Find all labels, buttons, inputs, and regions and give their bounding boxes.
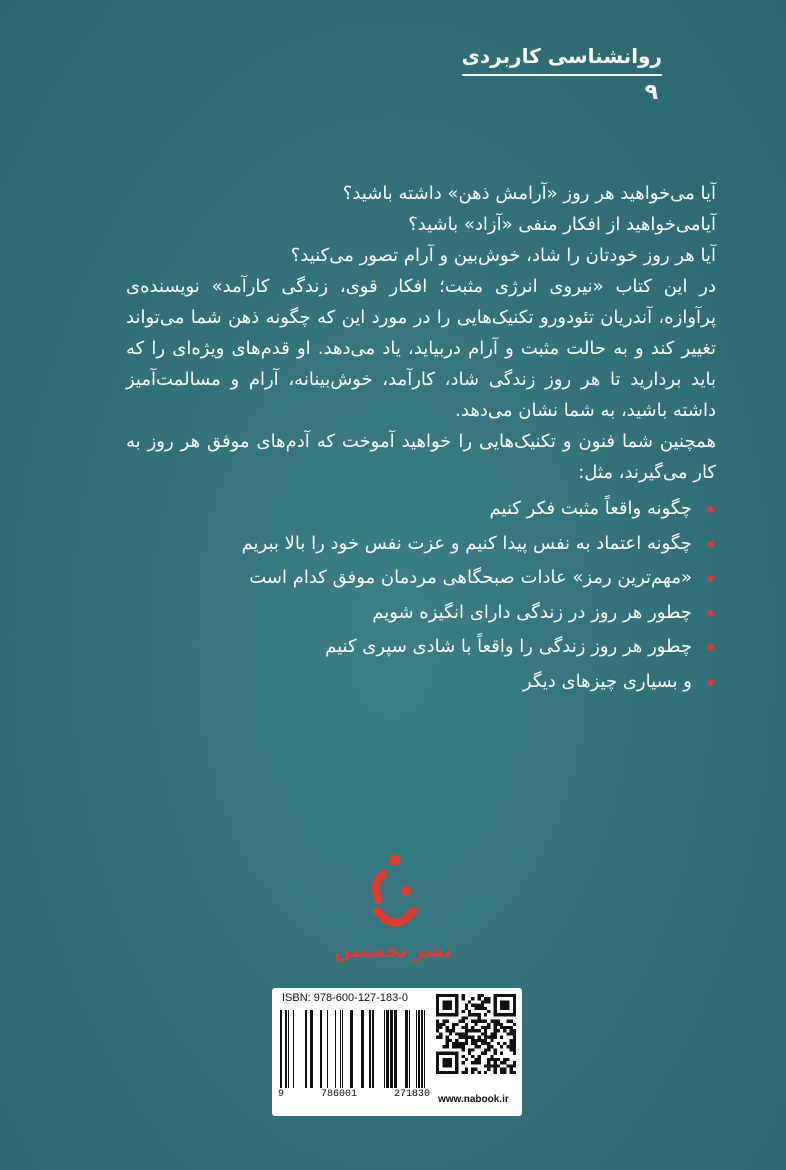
qr-module [468,1029,471,1032]
qr-module [468,1036,471,1039]
question-line: آیا می‌خواهید هر روز «آرامش ذهن» داشته باشید؟ [342,183,716,204]
qr-module [484,1048,487,1051]
qr-module [446,1020,449,1023]
qr-module [462,1032,465,1035]
qr-module [506,1020,509,1023]
bullet-icon [707,506,714,513]
qr-module [490,1032,493,1035]
question-line: آیا هر روز خودتان را شاد، خوش‌بین و آرام تصور می‌کنید؟ [290,245,716,266]
barcode-bar [288,1010,289,1088]
barcode-bar [421,1010,423,1088]
qr-module [513,1039,516,1042]
qr-module [465,1071,468,1074]
qr-module [471,1004,474,1007]
qr-module [474,1013,477,1016]
qr-module [449,1032,452,1035]
qr-module [510,1071,513,1074]
qr-module [487,1058,490,1061]
qr-module [439,1036,442,1039]
qr-module [487,1023,490,1026]
qr-module [478,1004,481,1007]
qr-module [494,1048,497,1051]
list-item-text: و بسیاری چیزهای دیگر [522,670,692,692]
barcode-bars [278,1010,430,1088]
qr-code-icon [436,994,516,1074]
qr-module [474,1023,477,1026]
barcode-digit-lead: 9 [278,1089,285,1100]
qr-module [465,1026,468,1029]
qr-module [455,1039,458,1042]
qr-module [436,1023,439,1026]
qr-module [510,1045,513,1048]
qr-module [478,1016,481,1019]
bullet-icon [707,541,714,548]
qr-module [478,1029,481,1032]
qr-module [484,1013,487,1016]
qr-module [471,1036,474,1039]
qr-module [510,1026,513,1029]
qr-module [494,1032,497,1035]
qr-module [455,1032,458,1035]
qr-module [513,1045,516,1048]
qr-module [468,1000,471,1003]
qr-module [503,1071,506,1074]
list-item-text: چطور هر روز در زندگی دارای انگیزه شویم [372,601,692,623]
qr-module [462,1061,465,1064]
qr-module [490,1045,493,1048]
qr-module [452,1026,455,1029]
qr-module [497,1064,500,1067]
qr-module [462,1026,465,1029]
barcode-bar [285,1010,287,1088]
qr-module [500,1036,503,1039]
qr-module [484,1052,487,1055]
qr-module [500,1061,503,1064]
barcode-bar [390,1010,393,1088]
qr-module [500,1045,503,1048]
qr-module [462,1048,465,1051]
qr-module [462,997,465,1000]
qr-module [442,1020,445,1023]
barcode-label [272,988,522,1116]
barcode-bar [394,1010,397,1088]
qr-module [442,1045,445,1048]
qr-module [503,1058,506,1061]
qr-module [462,1045,465,1048]
qr-module [465,1032,468,1035]
qr-module [449,1039,452,1042]
qr-module [510,1048,513,1051]
qr-module [471,1029,474,1032]
qr-module [458,1032,461,1035]
qr-module [503,1068,506,1071]
qr-module [446,1039,449,1042]
qr-module [446,1029,449,1032]
qr-module [484,1007,487,1010]
qr-module [503,1061,506,1064]
barcode-bar [386,1010,389,1088]
qr-module [465,1058,468,1061]
qr-module [465,1029,468,1032]
list-item-text: چطور هر روز زندگی را واقعاً با شادی سپری کنیم [325,636,692,657]
qr-module [481,1039,484,1042]
qr-module [494,1068,497,1071]
qr-module [474,1029,477,1032]
qr-module [503,1026,506,1029]
qr-module [481,1026,484,1029]
qr-module [494,1071,497,1074]
qr-module [481,1000,484,1003]
barcode-bar [342,1010,343,1088]
qr-module [474,1007,477,1010]
qr-module [478,1058,481,1061]
qr-module [484,1064,487,1067]
barcode-digits [278,1089,430,1100]
qr-module [500,1026,503,1029]
qr-module [436,1036,439,1039]
qr-module [436,1029,439,1032]
qr-module [481,1004,484,1007]
qr-module [455,1042,458,1045]
qr-module [452,1045,455,1048]
qr-module [510,1029,513,1032]
qr-module [484,1000,487,1003]
qr-module [506,1064,509,1067]
qr-module [506,1058,509,1061]
qr-module [478,1039,481,1042]
list-item-text: «مهم‌ترین رمز» عادات صبحگاهی مردمان موفق کدام است [249,567,692,588]
qr-module [500,1071,503,1074]
qr-module [513,1052,516,1055]
qr-module [481,1020,484,1023]
publisher-name: نشر نخستین [334,940,452,962]
qr-module [465,1068,468,1071]
qr-module [500,1000,510,1010]
qr-module [474,1039,477,1042]
qr-module [462,1055,465,1058]
list-item [126,630,716,665]
qr-module [465,1042,468,1045]
qr-module [471,1026,474,1029]
barcode-bar [320,1010,322,1088]
qr-module [494,1058,497,1061]
qr-module [490,1020,493,1023]
barcode-bar [293,1010,294,1088]
qr-module [465,1004,468,1007]
qr-module [458,1045,461,1048]
qr-module [465,1023,468,1026]
qr-module [494,1026,497,1029]
qr-module [462,1010,465,1013]
qr-module [510,1042,513,1045]
barcode-bar [350,1010,353,1088]
qr-module [471,1048,474,1051]
qr-module [487,997,490,1000]
isbn-text: ISBN: 978-600-127-183-0 [282,992,408,1004]
list-item [126,665,716,700]
qr-module [452,1029,455,1032]
qr-module [497,1029,500,1032]
bullet-icon [707,575,714,582]
qr-module [478,997,481,1000]
qr-module [513,1032,516,1035]
bullet-icon [707,679,714,686]
qr-module [490,1058,493,1061]
qr-module [449,1029,452,1032]
qr-module [471,1013,474,1016]
qr-module [487,1000,490,1003]
qr-module [462,1071,465,1074]
qr-module [490,1039,493,1042]
qr-module [494,1061,497,1064]
qr-module [478,1071,481,1074]
qr-module [478,1007,481,1010]
qr-module [506,1026,509,1029]
qr-module [446,1045,449,1048]
qr-module [510,1068,513,1071]
question-line: آیا‌می‌خواهید از افکار منفی «آزاد» باشید؟ [408,214,716,235]
qr-module [506,1032,509,1035]
qr-module [487,1045,490,1048]
qr-module [484,1039,487,1042]
qr-module [455,1045,458,1048]
qr-module [500,1023,503,1026]
qr-module [481,1007,484,1010]
qr-module [439,1026,442,1029]
qr-module [510,1020,513,1023]
qr-module [478,1061,481,1064]
qr-module [497,1020,500,1023]
qr-module [462,1042,465,1045]
qr-module [506,1045,509,1048]
qr-module [494,1064,497,1067]
qr-module [500,1052,503,1055]
bullet-icon [707,610,714,617]
barcode-bar [424,1010,425,1088]
qr-module [468,1048,471,1051]
qr-module [484,1020,487,1023]
barcode-bar [305,1010,307,1088]
qr-module [494,1052,497,1055]
qr-module [471,1068,474,1071]
barcode-bar [361,1010,364,1088]
techniques-paragraph: همچنین شما فنون و تکنیک‌هایی را خواهید آموخت که آدم‌های موفق هر روز به کار می‌گیرند، مثل: [126,431,716,483]
qr-module [446,1042,449,1045]
barcode-bar [372,1010,374,1088]
barcode-bar [335,1010,336,1088]
qr-module [487,1064,490,1067]
list-item [126,596,716,631]
qr-module [474,1058,477,1061]
qr-module [510,1064,513,1067]
qr-module [478,1045,481,1048]
qr-module [442,1023,445,1026]
qr-module [487,1068,490,1071]
website-url: www.nabook.ir [438,1094,509,1105]
barcode-digits-right: 271830 [393,1089,430,1100]
qr-module [478,994,481,997]
qr-module [471,1071,474,1074]
qr-module [510,1039,513,1042]
qr-module [484,1042,487,1045]
qr-module [436,1020,439,1023]
qr-module [446,1036,449,1039]
qr-module [513,1042,516,1045]
qr-module [468,1052,471,1055]
qr-module [436,1026,439,1029]
series-number: ۹ [644,80,658,105]
qr-module [484,1036,487,1039]
qr-module [458,1036,461,1039]
qr-module [465,1039,468,1042]
qr-module [494,1023,497,1026]
qr-module [513,1061,516,1064]
qr-module [471,1061,474,1064]
qr-module [471,1039,474,1042]
qr-module [465,1007,468,1010]
intro-paragraph: در این کتاب «نیروی انرژی مثبت؛ افکار قوی، زندگی کارآمد» نویسنده‌ی پرآوازه، آندریان تئودورو تکنیک‌هایی را در مورد این که چگونه ذهن شما می‌تواند تغییر کند و به حالت مثبت و آرام دربیاید، یاد می‌دهد. او قدم‌های ویژه‌ای را که باید بردارید تا هر روز زندگی شاد، کارآمد، خوش‌بینانه، آرام و مسالمت‌آمیز داشته باشید، به شما نشان می‌دهد. [126,276,716,421]
qr-module [474,1042,477,1045]
barcode-bar [280,1010,282,1088]
qr-module [490,1064,493,1067]
qr-module [487,1036,490,1039]
qr-module [500,1068,503,1071]
barcode-bar [416,1010,417,1088]
barcode-digits-left: 786001 [320,1089,357,1100]
qr-module [458,1020,461,1023]
qr-module [494,1036,497,1039]
qr-module [462,1016,465,1019]
barcode-bar [405,1010,408,1088]
qr-module [471,1042,474,1045]
qr-module [513,1023,516,1026]
qr-module [513,1048,516,1051]
qr-module [481,1052,484,1055]
qr-module [484,1032,487,1035]
qr-module [474,1068,477,1071]
qr-module [487,1061,490,1064]
qr-module [471,1055,474,1058]
qr-module [465,1036,468,1039]
qr-module [474,1020,477,1023]
list-item [126,561,716,596]
list-item [126,527,716,562]
barcode-bar [340,1010,341,1088]
qr-module [494,1029,497,1032]
qr-module [487,1042,490,1045]
qr-module [478,1020,481,1023]
qr-module [442,1000,452,1010]
qr-module [478,1013,481,1016]
qr-module [462,1020,465,1023]
qr-module [478,1036,481,1039]
qr-module [497,1042,500,1045]
barcode-bar [409,1010,410,1088]
qr-module [503,1042,506,1045]
qr-module [494,1020,497,1023]
list-item [126,492,716,527]
qr-module [462,994,465,997]
qr-module [497,1058,500,1061]
series-title: روانشناسی کاربردی [462,44,662,76]
qr-module [471,997,474,1000]
qr-module [481,1032,484,1035]
qr-module [490,1036,493,1039]
qr-module [442,1058,452,1068]
barcode-bar [384,1010,385,1088]
qr-module [484,997,487,1000]
qr-module [474,1061,477,1064]
qr-module [497,1023,500,1026]
qr-module [468,1013,471,1016]
barcode-bar [310,1010,313,1088]
qr-module [465,1016,468,1019]
qr-module [468,1010,471,1013]
qr-module [439,1032,442,1035]
qr-module [513,1036,516,1039]
qr-module [481,994,484,997]
barcode-bar [369,1010,371,1088]
qr-module [439,1023,442,1026]
qr-module [484,1029,487,1032]
bullet-icon [707,644,714,651]
barcode-bar [418,1010,420,1088]
publisher-logo-icon [370,855,420,935]
qr-module [446,1026,449,1029]
qr-module [471,1020,474,1023]
qr-module [462,1036,465,1039]
qr-module [503,1029,506,1032]
qr-module [513,1071,516,1074]
qr-module [513,1064,516,1067]
qr-module [510,1032,513,1035]
qr-module [474,1045,477,1048]
qr-module [452,1042,455,1045]
qr-module [484,1071,487,1074]
qr-module [478,1055,481,1058]
benefits-list [126,492,716,699]
qr-module [487,1026,490,1029]
qr-module [484,1026,487,1029]
qr-module [487,1010,490,1013]
qr-module [455,1023,458,1026]
qr-module [487,1048,490,1051]
qr-module [490,1055,493,1058]
qr-module [481,1042,484,1045]
list-item-text: چگونه واقعاً مثبت فکر کنیم [489,498,692,519]
barcode-bar [327,1010,328,1088]
qr-module [513,1029,516,1032]
qr-module [452,1023,455,1026]
qr-module [458,1042,461,1045]
qr-module [474,1004,477,1007]
back-cover-description [126,178,716,699]
list-item-text: چگونه اعتماد به نفس پیدا کنیم و عزت نفس خود را بالا ببریم [241,532,692,554]
